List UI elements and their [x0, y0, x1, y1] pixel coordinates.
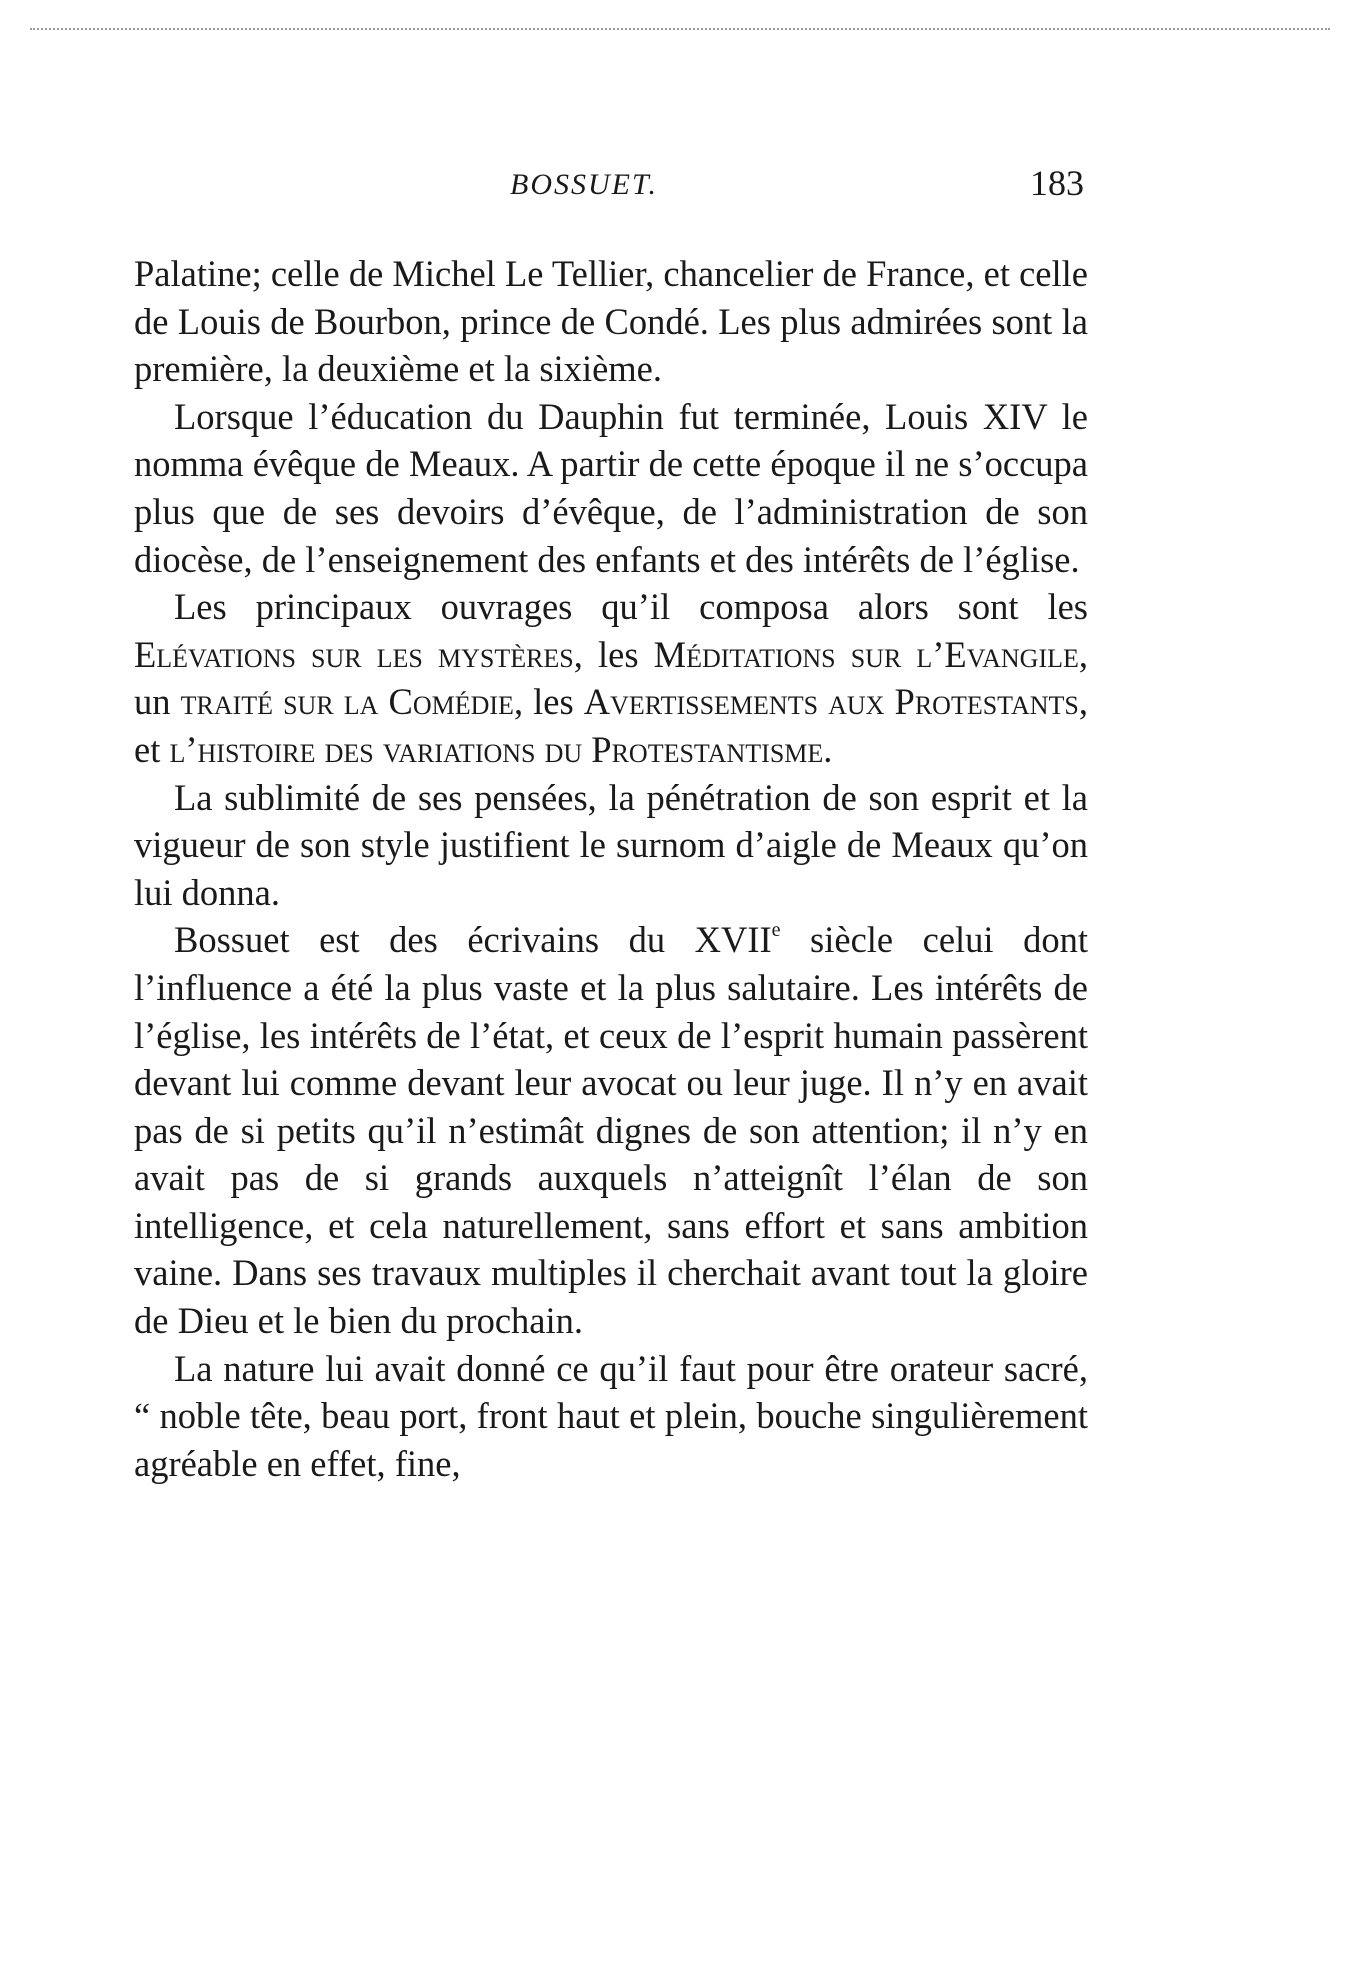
paragraph-bishop-of-meaux: Lorsque l’éducation du Dauphin fut terminée, Louis XIV le nomma évêque de Meaux. A partir de cette époque il ne s’occupa plus que de ses devoirs d’évêque, de l’administration de son diocèse, de l’enseignement des enfants et des intérêts de l’église. — [134, 395, 1088, 580]
page-number: 183 — [1030, 163, 1084, 203]
work-meditations-title: Méditations sur l’Evangile — [653, 633, 1079, 675]
works-end: . — [823, 728, 833, 770]
body-text — [134, 250, 1088, 1487]
works-intro: Les principaux ouvrages qu’il composa alors sont les — [174, 586, 1088, 628]
scan-edge-line — [30, 28, 1330, 30]
paragraph-principal-works — [134, 583, 1088, 773]
running-title: BOSSUET. — [510, 168, 658, 201]
paragraph-influence — [134, 916, 1088, 1344]
paragraph-funeral-orations: Palatine; celle de Michel Le Tellier, chancelier de France, et celle de Louis de Bourbon, prince de Condé. Les plus admirées sont la première, la deuxième et la sixième. — [134, 253, 1088, 390]
century-superscript: e — [771, 919, 781, 942]
work-avertissements-title: Avertissements aux Protestants — [583, 681, 1079, 723]
influence-text-start: Bossuet est des écrivains du XVII — [174, 919, 772, 961]
works-separator: , un — [134, 633, 1088, 723]
paragraph-aigle-de-meaux: La sublimité de ses pensées, la pénétration de son esprit et la vigueur de son style justifient le surnom d’aigle de Meaux qu’on lui donna. — [134, 776, 1088, 913]
running-header — [0, 162, 1356, 222]
works-separator: , les — [573, 633, 654, 675]
works-separator: , les — [513, 681, 584, 723]
works-separator: , et — [134, 681, 1088, 770]
paragraph-orator-nature: La nature lui avait donné ce qu’il faut pour être orateur sacré, “ noble tête, beau port, front haut et plein, bouche singulièrement agréable en effet, fine, — [134, 1347, 1088, 1484]
work-elevations-title: Elévations sur les mystères — [134, 633, 574, 675]
influence-text-rest: siècle celui dont l’influence a été la plus vaste et la plus salutaire. Les intérêts de l’église, les intérêts de l’état, et ceux de l’esprit humain passèrent devant lui comme devant leur avocat ou leur juge. Il n’y en avait pas de si petits qu’il n’estimât dignes de son attention; il n’y en avait pas de si grands auxquels n’atteignît l’élan de son intelligence, et cela naturellement, sans effort et sans ambition vaine. Dans ses travaux multiples il cherchait avant tout la gloire de Dieu et le bien du prochain. — [134, 919, 1088, 1342]
work-comedie-title: traité sur la Comédie — [180, 681, 514, 723]
work-variations-title: l’histoire des variations du Protestantisme — [169, 728, 824, 770]
